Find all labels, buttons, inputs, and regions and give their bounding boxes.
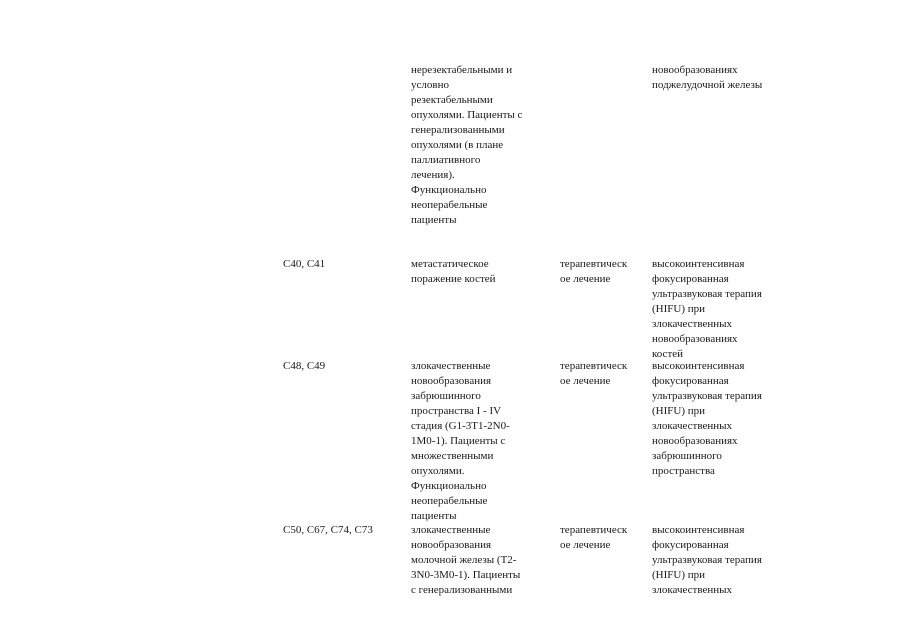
treatment-method-cell: высокоинтенсивная фокусированная ультразвуковая терапия (HIFU) при злокачественных новообразованиях забрюшинного пространства: [652, 360, 762, 477]
patient-model-cell: метастатическое поражение костей: [411, 258, 496, 285]
patient-model-cell: нерезектабельными и условно резектабельными опухолями. Пациенты с генерализованными опухолями (в плане паллиативного лечения). Функционально неоперабельные пациенты: [411, 64, 523, 226]
treatment-type-cell: терапевтическ ое лечение: [560, 360, 628, 387]
treatment-type-cell: терапевтическ ое лечение: [560, 258, 628, 285]
patient-model-cell: злокачественные новообразования забрюшинного пространства I - IV стадия (G1-3T1-2N0- 1M0-1). Пациенты с множественными опухолями. Функционально неоперабельные пациенты: [411, 360, 510, 522]
treatment-method-cell: новообразованиях поджелудочной железы: [652, 64, 763, 91]
patient-model-cell: злокачественные новообразования молочной железы (T2- 3N0-3M0-1). Пациенты с генерализованными: [411, 524, 521, 596]
treatment-method-cell: высокоинтенсивная фокусированная ультразвуковая терапия (HIFU) при злокачественных новообразованиях костей: [652, 258, 762, 360]
diagnosis-code-cell: C40, C41: [283, 258, 326, 270]
diagnosis-code-cell: C50, C67, C74, C73: [283, 524, 373, 536]
treatment-method-cell: высокоинтенсивная фокусированная ультразвуковая терапия (HIFU) при злокачественных: [652, 524, 762, 596]
treatment-type-cell: терапевтическ ое лечение: [560, 524, 628, 551]
diagnosis-code-cell: C48, C49: [283, 360, 326, 372]
